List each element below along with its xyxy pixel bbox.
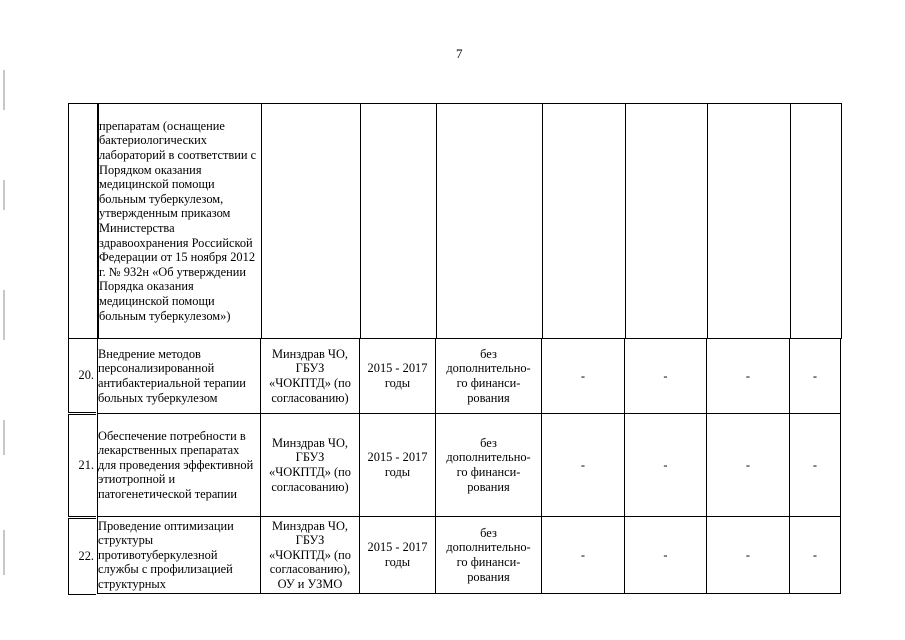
cell-name — [99, 104, 262, 339]
source-text: без дополнительно- го финанси- рования — [446, 346, 531, 405]
value-text: - — [812, 368, 818, 383]
row-number: 20. — [78, 368, 94, 382]
value-text: - — [580, 368, 586, 383]
measure-name: Внедрение методов персонализированной антибактериальной терапии больных туберкулезом — [98, 346, 246, 405]
measure-name: препаратам (оснащение бактериологических лабораторий в соответствии с Порядком оказания медицинской помощи больным туберкулезом, утвержденным приказом Министерства здравоохранения Российской Федерации от 15 ноября 2012 г. № 932н «Об утверждении Порядка оказания медицинской помощи больным туберкулезом») — [99, 118, 257, 323]
value-text: - — [580, 457, 586, 472]
table-row — [97, 414, 841, 517]
row-number: 22. — [78, 549, 94, 563]
cell-v2 — [625, 339, 707, 414]
value-text: - — [812, 457, 818, 472]
cell-source — [436, 339, 542, 414]
period-text: 2015 - 2017 годы — [367, 361, 428, 390]
value-text: - — [745, 368, 751, 383]
value-text: - — [580, 547, 586, 562]
cell-v4 — [790, 339, 841, 414]
cell-period — [361, 104, 437, 339]
cell-name — [98, 414, 261, 517]
page-number: 7 — [456, 46, 463, 61]
cell-name — [98, 339, 261, 414]
executor-text: Минздрав ЧО, ГБУЗ «ЧОКПТД» (по согласованию), ОУ и УЗМО — [269, 518, 351, 591]
table-row — [97, 517, 841, 594]
cell-v1 — [542, 339, 625, 414]
cell-executor — [261, 517, 360, 594]
cell-period — [360, 414, 436, 517]
value-text: - — [745, 547, 751, 562]
cell-period — [360, 517, 436, 594]
row-number: 21. — [78, 458, 94, 472]
cell-v2 — [625, 414, 707, 517]
cell-source — [437, 104, 543, 339]
cell-v4 — [790, 517, 841, 594]
cell-v2 — [625, 517, 707, 594]
row-number-cell — [68, 518, 96, 595]
cell-v3 — [707, 414, 790, 517]
table-row — [97, 339, 841, 414]
value-text: - — [812, 547, 818, 562]
row-number-cell — [68, 414, 96, 517]
cell-executor — [262, 104, 361, 339]
cell-v3 — [707, 517, 790, 594]
cell-executor — [261, 339, 360, 414]
source-text: без дополнительно- го финанси- рования — [446, 525, 531, 584]
period-text: 2015 - 2017 годы — [367, 450, 428, 479]
cell-v4 — [790, 414, 841, 517]
cell-v4 — [791, 104, 842, 339]
table-row-continuation — [98, 104, 842, 339]
period-text: 2015 - 2017 годы — [367, 540, 428, 569]
measure-name: Проведение оптимизации структуры противотуберкулезной службы с профилизацией структурных — [98, 518, 234, 591]
cell-v1 — [542, 414, 625, 517]
value-text: - — [663, 457, 668, 472]
continuation-number-cell — [68, 103, 97, 339]
measure-name: Обеспечение потребности в лекарственных препаратах для проведения эффективной этиотропной и патогенетической терапии — [98, 428, 254, 501]
value-text: - — [663, 368, 668, 383]
measures-table — [97, 103, 842, 339]
cell-v3 — [708, 104, 791, 339]
source-text: без дополнительно- го финанси- рования — [446, 435, 531, 494]
cell-v3 — [707, 339, 790, 414]
cell-source — [436, 517, 542, 594]
scan-edge-marks — [0, 60, 12, 620]
cell-period — [360, 339, 436, 414]
cell-v2 — [626, 104, 708, 339]
measures-table-rows — [97, 338, 841, 594]
cell-v1 — [543, 104, 626, 339]
executor-text: Минздрав ЧО, ГБУЗ «ЧОКПТД» (по согласованию) — [269, 346, 351, 405]
value-text: - — [663, 547, 668, 562]
cell-v1 — [542, 517, 625, 594]
cell-source — [436, 414, 542, 517]
value-text: - — [745, 457, 751, 472]
cell-executor — [261, 414, 360, 517]
row-number-cell — [68, 338, 96, 413]
cell-name — [98, 517, 261, 594]
executor-text: Минздрав ЧО, ГБУЗ «ЧОКПТД» (по согласованию) — [269, 435, 351, 494]
